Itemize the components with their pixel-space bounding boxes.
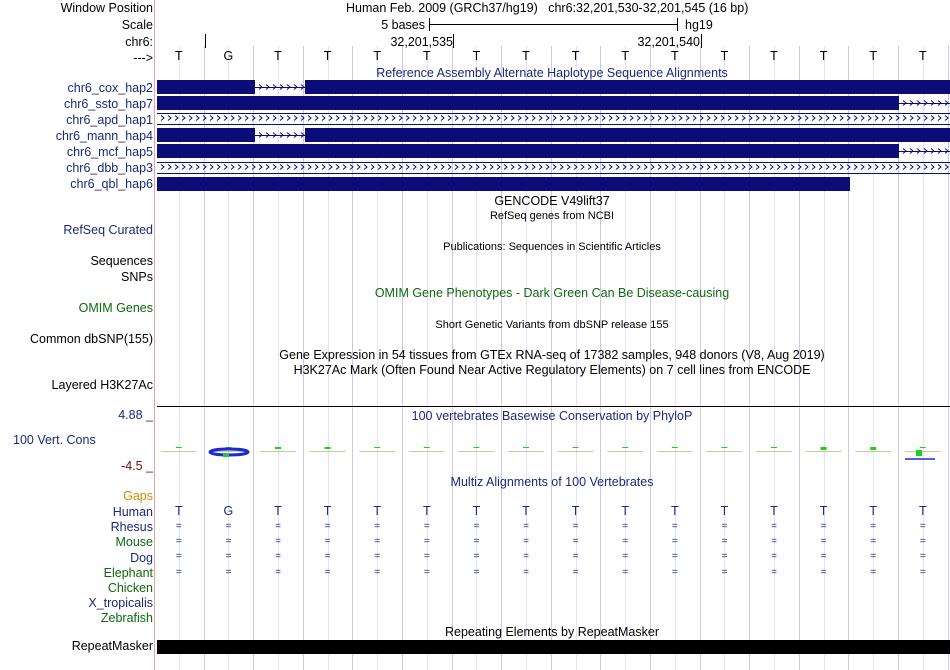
base-letter: T	[373, 504, 381, 518]
base-letter: T	[522, 49, 530, 63]
alignment-match: =	[275, 551, 281, 563]
base-letter: T	[323, 504, 332, 518]
alignment-match: =	[771, 536, 777, 548]
haplotype-label[interactable]: chr6_ssto_hap7	[64, 97, 153, 111]
window-position-label: Window Position	[60, 1, 153, 15]
omim-title: OMIM Gene Phenotypes - Dark Green Can Be Disease-causing	[374, 286, 730, 300]
haplotype-label[interactable]: chr6_qbl_hap6	[70, 177, 153, 191]
phylop-mark	[622, 447, 628, 448]
assembly-name: Human Feb. 2009 (GRCh37/hg19)	[346, 1, 538, 15]
h3k27-label[interactable]: Layered H3K27Ac	[51, 378, 153, 392]
phylop-mark	[473, 447, 479, 448]
alignment-match: =	[175, 536, 182, 548]
alignment-match: =	[423, 536, 430, 548]
phylop-mark	[260, 451, 296, 452]
repeat-label[interactable]: RepeatMasker	[71, 639, 153, 653]
phylop-mark	[706, 451, 742, 452]
alignment-match: =	[374, 521, 381, 532]
alignment-match: =	[572, 521, 579, 532]
alignment-match: =	[324, 521, 331, 532]
phylop-mark	[458, 451, 494, 452]
alignment-match: =	[225, 521, 232, 532]
phylop-mark	[325, 447, 331, 449]
h3k27-title: H3K27Ac Mark (Often Found Near Active Regulatory Elements) on 7 cell lines from ENCODE	[293, 363, 811, 377]
base-letter: T	[770, 504, 778, 518]
base-letter: T	[621, 504, 629, 518]
dbsnp-title: Short Genetic Variants from dbSNP release 155	[435, 319, 669, 331]
species-label[interactable]: Human	[112, 505, 153, 519]
alignment-match: =	[671, 536, 678, 548]
phylop-title: 100 vertebrates Basewise Conservation by PhyloP	[411, 409, 693, 423]
alignment-match: =	[572, 536, 579, 548]
refseq-label[interactable]: RefSeq Curated	[63, 223, 153, 237]
base-letter: T	[373, 49, 381, 63]
alignment-match: =	[622, 566, 629, 578]
alignment-match: =	[820, 551, 827, 563]
alignment-match: =	[622, 536, 629, 548]
scale-label: Scale	[121, 18, 153, 32]
haplotype-label[interactable]: chr6_mcf_hap5	[66, 145, 153, 159]
alignment-match: =	[175, 566, 182, 578]
phylop-mark	[558, 451, 594, 452]
alignment-match: =	[225, 566, 232, 578]
phylop-mark	[161, 451, 197, 452]
repeat-title: Repeating Elements by RepeatMasker	[444, 625, 660, 639]
phylop-mark	[806, 451, 842, 452]
base-letter: T	[670, 504, 679, 518]
species-label[interactable]: Mouse	[115, 535, 153, 550]
alignment-match: =	[175, 551, 182, 563]
base-letter: T	[918, 504, 927, 518]
phylop-mark	[657, 451, 693, 452]
base-letter: T	[571, 504, 580, 518]
phylop-mark	[223, 454, 229, 457]
alignment-match: =	[721, 566, 728, 578]
base-letter: T	[323, 49, 332, 63]
alignment-match: =	[771, 551, 777, 563]
base-letter: T	[819, 49, 828, 63]
alignment-match: =	[771, 566, 777, 578]
alignment-match: =	[324, 536, 331, 548]
alignment-match: =	[919, 521, 926, 532]
base-letter: T	[472, 49, 481, 63]
position-range[interactable]: chr6:32,201,530-32,201,545 (16 bp)	[548, 1, 749, 15]
phylop-mark	[721, 447, 727, 448]
haplotype-label[interactable]: chr6_apd_hap1	[66, 113, 153, 127]
base-letter: T	[422, 49, 431, 63]
alignment-match: =	[473, 536, 480, 548]
alt-hap-title: Reference Assembly Alternate Haplotype Sequence Alignments	[376, 66, 728, 80]
snps-label[interactable]: SNPs	[121, 270, 153, 284]
alignment-match: =	[572, 551, 579, 563]
alignment-match: =	[721, 551, 728, 563]
alignment-match: =	[374, 566, 381, 578]
pubs-title: Publications: Sequences in Scientific Articles	[443, 241, 661, 253]
alignment-match: =	[473, 566, 480, 578]
base-letter: T	[819, 504, 828, 518]
scale-text: 5 bases	[381, 18, 425, 32]
species-label[interactable]: Dog	[130, 550, 153, 565]
phylop-mark	[573, 447, 579, 448]
phylop-mark	[359, 451, 395, 452]
chrom-label: chr6:	[125, 35, 153, 49]
strand-label: --->	[133, 51, 153, 65]
alignment-match: =	[324, 551, 331, 563]
alignment-match: =	[423, 566, 430, 578]
phylop-mark	[870, 447, 876, 450]
base-letter: T	[274, 504, 282, 518]
alignment-match: =	[275, 536, 281, 548]
alignment-match: =	[473, 521, 480, 532]
phylop-mark	[756, 451, 792, 452]
phylop-mark	[523, 447, 529, 448]
haplotype-label[interactable]: chr6_dbb_hap3	[66, 161, 153, 175]
base-letter: T	[274, 49, 282, 63]
alignment-match: =	[324, 566, 331, 578]
gtex-title: Gene Expression in 54 tissues from GTEx RNA-seq of 17382 samples, 948 donors (V8, Aug 2019)	[279, 348, 825, 362]
alignment-match: =	[671, 566, 678, 578]
phylop-mark	[855, 451, 891, 452]
haplotype-label[interactable]: chr6_cox_hap2	[67, 81, 153, 95]
cons-min-label: -4.5 _	[121, 459, 153, 473]
alignment-match: =	[721, 521, 728, 532]
base-letter: T	[571, 49, 580, 63]
alignment-match: =	[721, 536, 728, 548]
base-letter: T	[422, 504, 431, 518]
sequences-label[interactable]: Sequences	[90, 254, 153, 268]
alignment-match: =	[423, 521, 430, 532]
phylop-mark	[275, 447, 281, 449]
species-label[interactable]: X_tropicalis	[88, 596, 153, 611]
base-letter: T	[174, 49, 183, 63]
alignment-match: =	[870, 566, 877, 578]
species-label[interactable]: Zebrafish	[100, 611, 153, 626]
species-label[interactable]: Rhesus	[110, 520, 153, 535]
alignment-match: =	[275, 521, 281, 532]
multiz-title: Multiz Alignments of 100 Vertebrates	[450, 475, 654, 489]
base-letter: T	[174, 504, 183, 518]
alignment-match: =	[919, 536, 926, 548]
scale-db: hg19	[685, 18, 713, 32]
alignment-match: =	[473, 551, 480, 563]
base-letter: T	[621, 49, 629, 63]
base-letter: T	[522, 504, 530, 518]
haplotype-label[interactable]: chr6_mann_hap4	[55, 129, 153, 143]
alignment-match: =	[870, 521, 877, 532]
base-letter: T	[670, 49, 679, 63]
base-letter: G	[223, 504, 234, 518]
alignment-match: =	[919, 566, 926, 578]
alignment-match: =	[572, 566, 579, 578]
repeat-feature[interactable]	[157, 640, 950, 654]
alignment-match: =	[523, 566, 529, 578]
alignment-match: =	[622, 551, 629, 563]
phylop-mark	[424, 447, 430, 448]
base-letter: T	[472, 504, 481, 518]
alignment-match: =	[374, 536, 381, 548]
alignment-match: =	[275, 566, 281, 578]
coord-label-2: 32,201,540	[637, 35, 700, 49]
base-letter: T	[869, 49, 877, 63]
base-letter: T	[869, 504, 877, 518]
coord-label-1: 32,201,535	[390, 35, 453, 49]
alignment-match: =	[870, 551, 877, 563]
base-letter: T	[720, 49, 729, 63]
phylop-mark	[176, 447, 182, 448]
phylop-mark	[920, 447, 926, 448]
phylop-mark	[409, 451, 445, 452]
refseq-subtitle: RefSeq genes from NCBI	[489, 210, 615, 222]
alignment-match: =	[622, 521, 629, 532]
alignment-match: =	[225, 536, 232, 548]
base-letter: T	[918, 49, 927, 63]
base-letter: T	[770, 49, 778, 63]
species-label[interactable]: Elephant	[103, 565, 153, 580]
phylop-mark	[310, 451, 346, 452]
omim-label[interactable]: OMIM Genes	[78, 301, 153, 315]
phylop-mark	[821, 447, 827, 450]
alignment-match: =	[820, 521, 827, 532]
alignment-match: =	[175, 521, 182, 532]
phylop-mark	[771, 447, 777, 448]
alignment-match: =	[671, 521, 678, 532]
phylop-mark	[607, 451, 643, 452]
alignment-match: =	[919, 551, 926, 563]
species-label[interactable]: Chicken	[107, 581, 153, 595]
cons-label[interactable]: 100 Vert. Cons	[13, 433, 96, 447]
alignment-match: =	[820, 536, 827, 548]
phylop-mark	[905, 451, 941, 452]
dbsnp-label[interactable]: Common dbSNP(155)	[30, 332, 153, 346]
gencode-title: GENCODE V49lift37	[494, 194, 610, 208]
alignment-match: =	[523, 536, 529, 548]
alignment-match: =	[374, 551, 381, 563]
phylop-mark	[672, 447, 678, 448]
alignment-match: =	[771, 521, 777, 532]
base-letter: T	[720, 504, 729, 518]
alignment-match: =	[225, 551, 232, 563]
alignment-match: =	[671, 551, 678, 563]
alignment-match: =	[523, 521, 529, 532]
base-letter: G	[223, 49, 234, 63]
alignment-match: =	[423, 551, 430, 563]
cons-max-label: 4.88 _	[118, 408, 153, 422]
phylop-mark	[374, 447, 380, 448]
label-divider	[154, 0, 155, 670]
phylop-mark	[916, 450, 922, 456]
alignment-match: =	[523, 551, 529, 563]
phylop-mark	[508, 451, 544, 452]
alignment-match: =	[820, 566, 827, 578]
gaps-label[interactable]: Gaps	[123, 489, 153, 503]
alignment-match: =	[870, 536, 877, 548]
